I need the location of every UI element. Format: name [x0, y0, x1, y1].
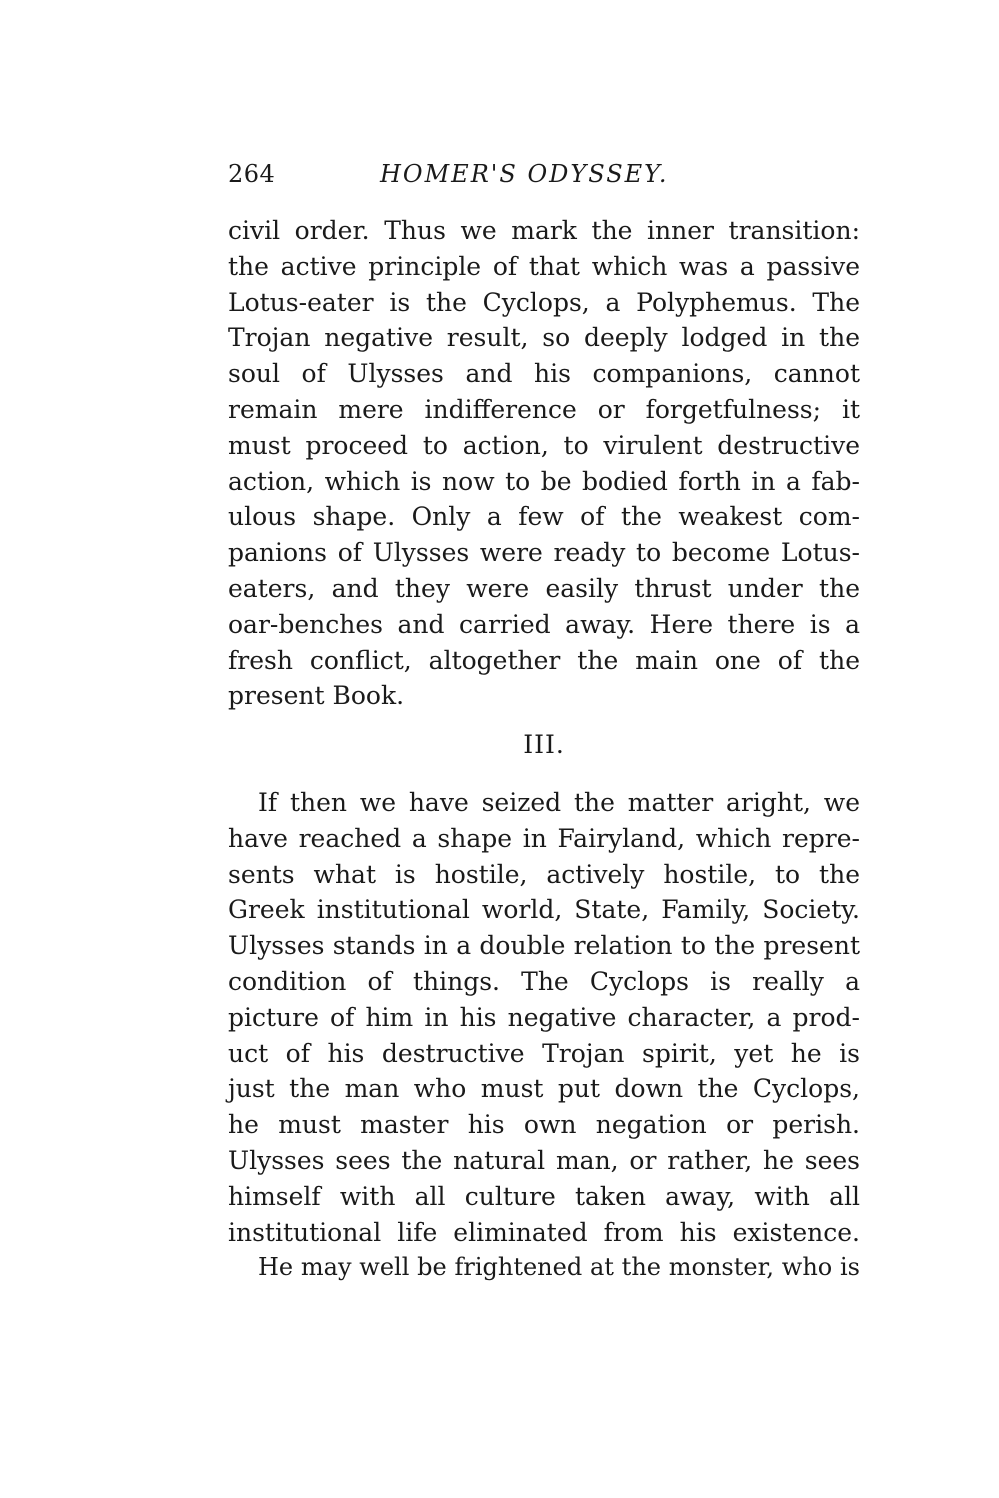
- text-line: Trojan negative result, so deeply lodged in the: [228, 323, 860, 353]
- text-line: condition of things. The Cyclops is really a: [228, 966, 860, 996]
- text-line: action, which is now to be bodied forth in a fab-: [228, 466, 860, 496]
- text-line: institutional life eliminated from his existence.: [228, 1217, 860, 1247]
- text-line: panions of Ulysses were ready to become Lotus-: [228, 538, 860, 568]
- text-line: remain mere indifference or forgetfulness; it: [228, 394, 860, 424]
- paragraph-section-three: [228, 785, 860, 1286]
- section-heading: III.: [523, 730, 565, 759]
- text-line: ulous shape. Only a few of the weakest com-: [228, 502, 860, 532]
- text-line: Lotus-eater is the Cyclops, a Polyphemus. The: [228, 287, 860, 317]
- text-line: fresh conflict, altogether the main one of the: [228, 645, 860, 675]
- text-line: Ulysses stands in a double relation to the present: [228, 931, 860, 961]
- text-line: just the man who must put down the Cyclops,: [228, 1074, 860, 1104]
- text-line: If then we have seized the matter aright, we: [258, 788, 860, 817]
- text-line: himself with all culture taken away, with all: [228, 1181, 860, 1211]
- text-line: soul of Ulysses and his companions, cannot: [228, 359, 860, 389]
- text-line: uct of his destructive Trojan spirit, yet he is: [228, 1038, 860, 1068]
- page-header: [228, 160, 860, 190]
- text-line: civil order. Thus we mark the inner transition:: [228, 216, 860, 245]
- text-line: picture of him in his negative character, a prod-: [228, 1002, 860, 1032]
- text-line: have reached a shape in Fairyland, which repre-: [228, 823, 860, 853]
- text-line: present Book.: [228, 681, 405, 711]
- page-number: 264: [228, 160, 276, 188]
- text-line: He may well be frightened at the monster, who is: [258, 1253, 860, 1282]
- text-line: the active principle of that which was a passive: [228, 251, 860, 281]
- text-line: eaters, and they were easily thrust under the: [228, 573, 860, 603]
- text-line: oar-benches and carried away. Here there is a: [228, 609, 860, 639]
- running-title: HOMER'S ODYSSEY.: [380, 160, 669, 188]
- text-line: he must master his own negation or perish.: [228, 1110, 860, 1140]
- text-line: must proceed to action, to virulent destructive: [228, 430, 860, 460]
- paragraph-continuation: [228, 213, 860, 714]
- text-line: sents what is hostile, actively hostile, to the: [228, 859, 860, 889]
- text-line: Ulysses sees the natural man, or rather, he sees: [228, 1145, 860, 1175]
- text-line: Greek institutional world, State, Family, Society.: [228, 895, 860, 925]
